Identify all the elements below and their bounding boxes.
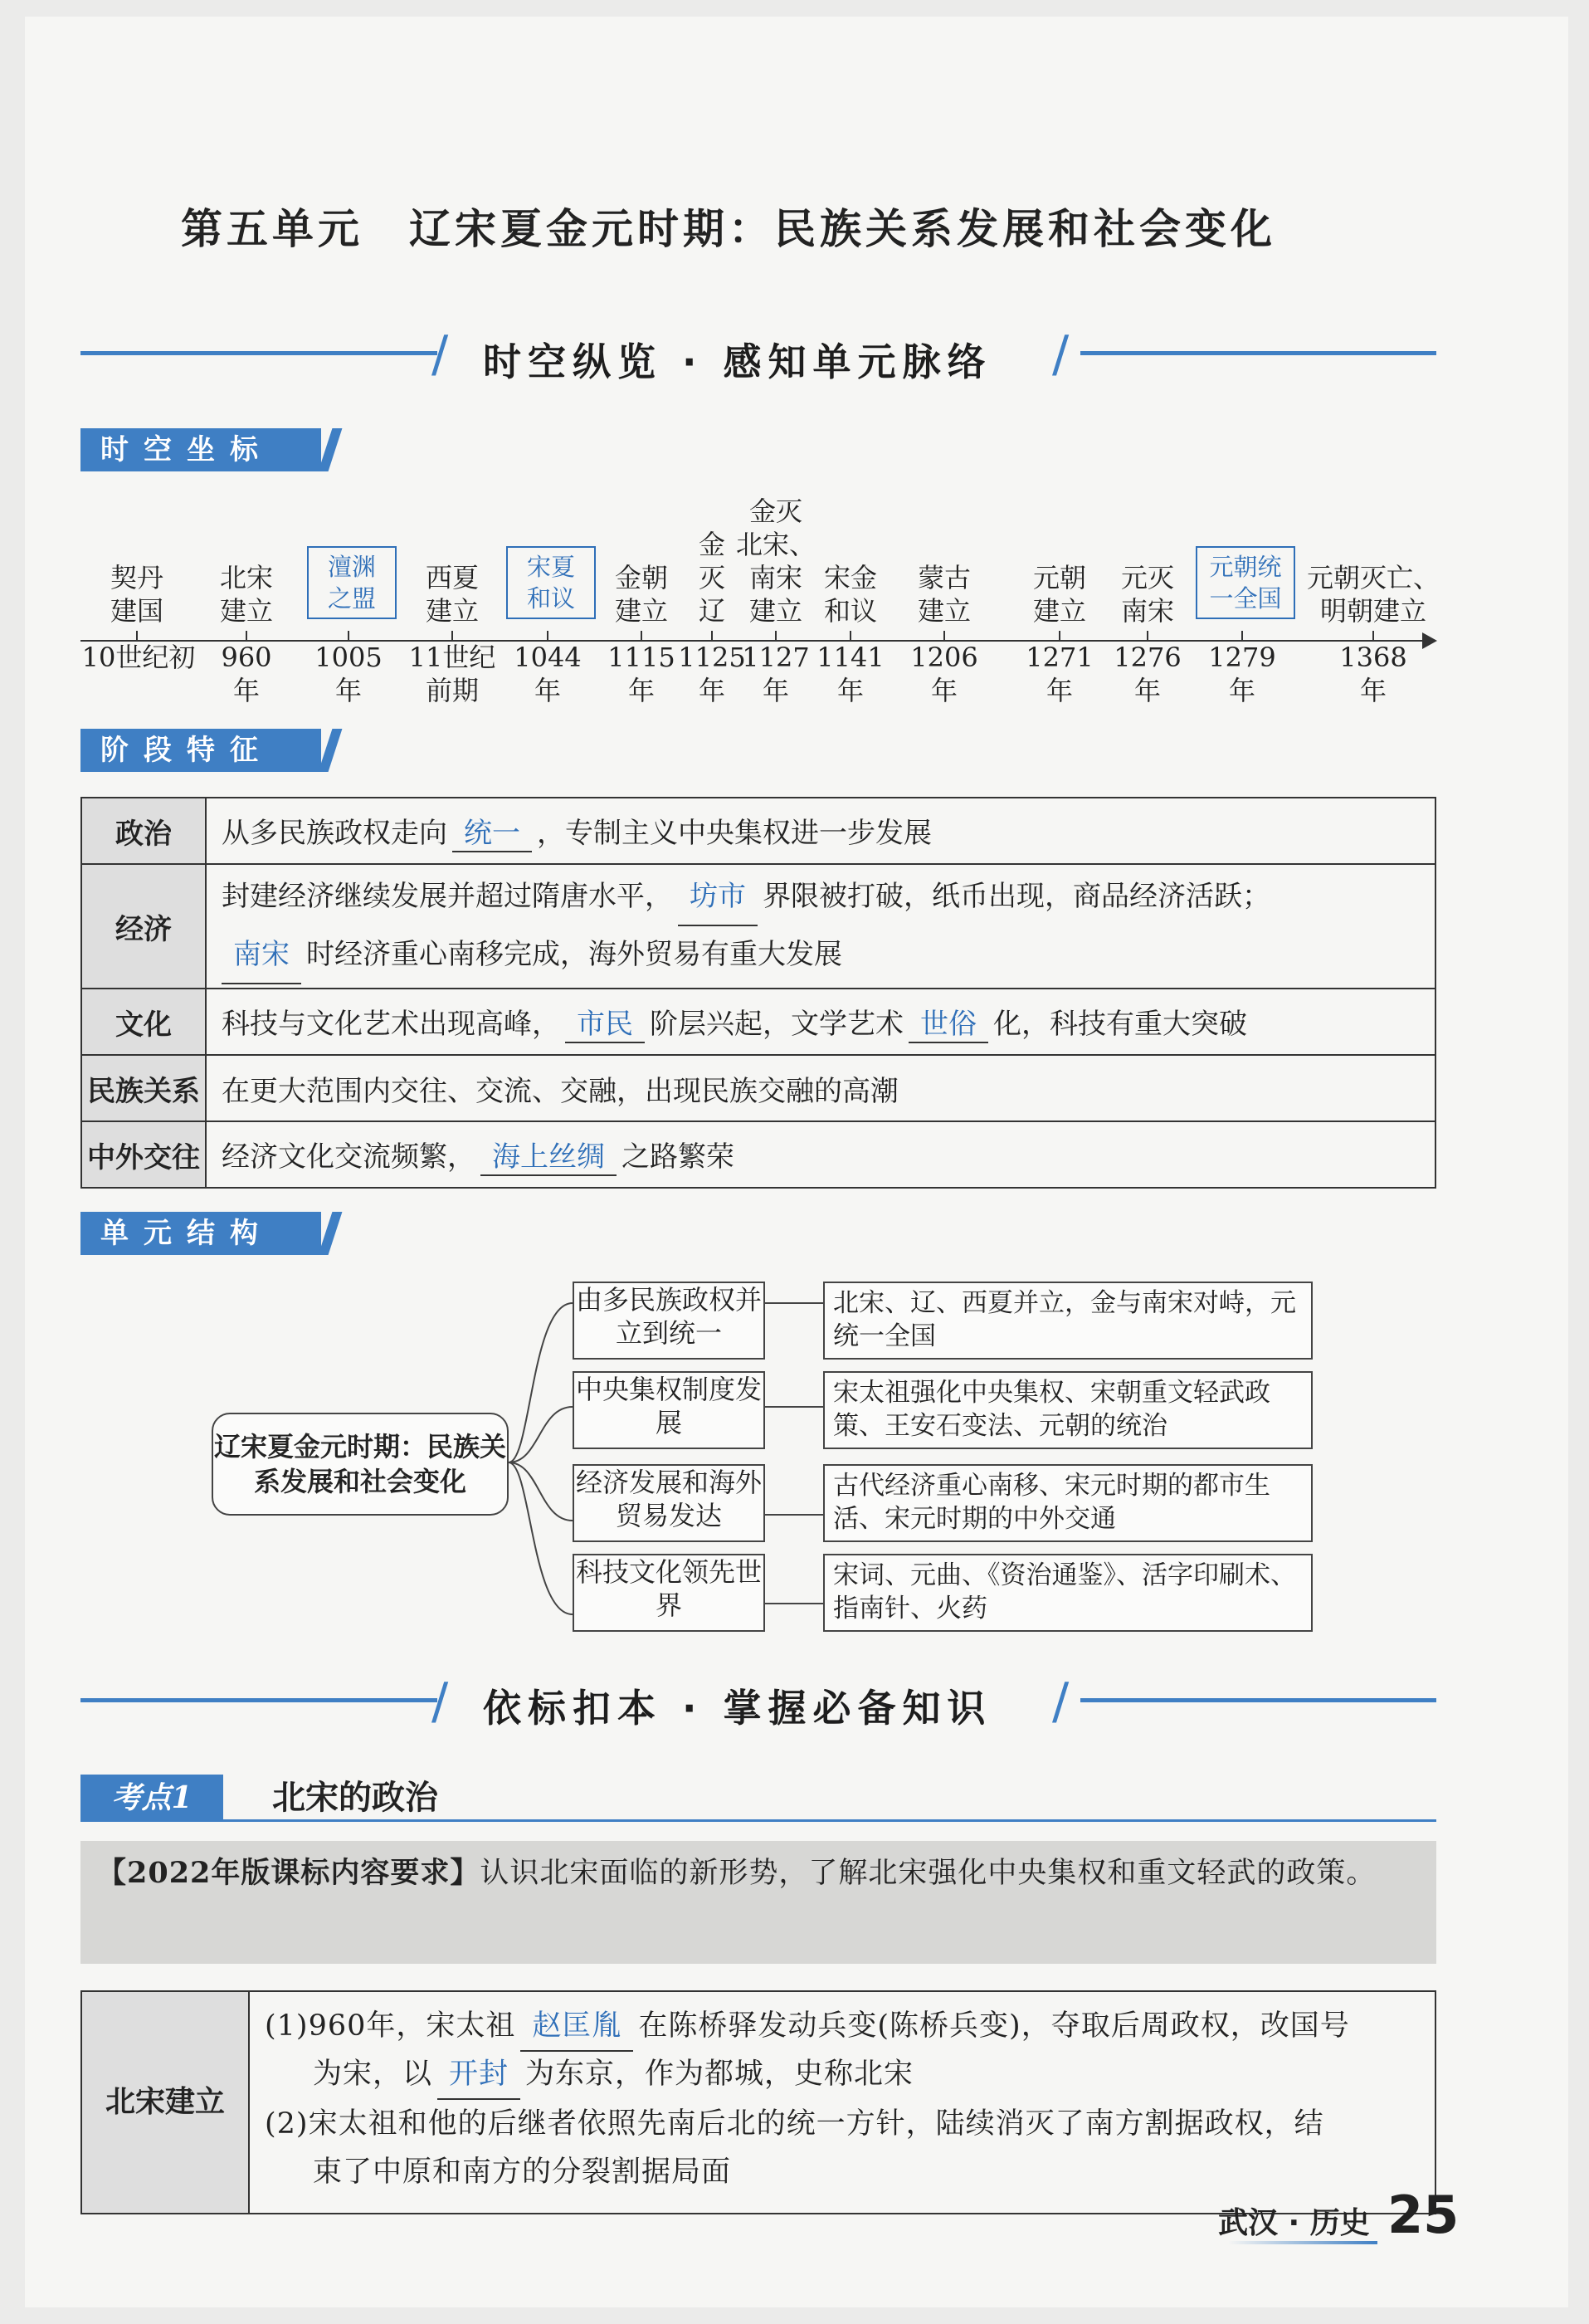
text: 封建经济继续发展并超过隋唐水平， <box>222 880 673 913</box>
row-head: 文化 <box>81 989 206 1055</box>
timeline-event-year: 1276 年 <box>1114 642 1182 706</box>
row-head: 中外交往 <box>81 1121 206 1188</box>
timeline-event-year: 1368 年 <box>1339 642 1407 706</box>
timeline-tick <box>711 631 713 641</box>
text: 经济文化交流频繁， <box>222 1140 475 1174</box>
timeline-event-label: 宋夏 和议 <box>506 546 596 619</box>
text: 化，科技有重大突破 <box>993 1007 1247 1041</box>
text: 之路繁荣 <box>621 1140 734 1174</box>
mindmap-branch: 由多民族政权并立到统一 <box>573 1282 765 1360</box>
detail-line <box>265 2002 1350 2052</box>
timeline-event-label: 澶渊 之盟 <box>307 546 397 619</box>
arrow-right-icon <box>1422 632 1437 649</box>
timeline-tick <box>451 631 453 641</box>
timeline <box>0 0 1589 747</box>
text: 在陈桥驿发动兵变(陈桥兵变)，夺取后周政权，改国号 <box>638 2009 1350 2043</box>
slash-icon: / <box>431 325 449 383</box>
text: 科技与文化艺术出现高峰， <box>222 1007 560 1041</box>
timeline-event-label: 元朝统 一全国 <box>1196 546 1295 619</box>
page-number: 25 <box>1387 2185 1460 2245</box>
timeline-event-label: 元朝灭亡、 明朝建立 <box>1306 562 1440 627</box>
timeline-event-year: 11世纪 前期 <box>408 642 496 706</box>
timeline-tick <box>136 631 138 641</box>
row-head: 政治 <box>81 798 206 864</box>
timeline-event-year: 1005 年 <box>314 642 383 706</box>
unit-title: 第五单元 辽宋夏金元时期：民族关系发展和社会变化 <box>181 205 1276 253</box>
timeline-event-label: 蒙古 建立 <box>917 562 971 627</box>
detail-line <box>313 2050 914 2100</box>
slash-icon: / <box>431 1672 449 1731</box>
table-row <box>81 1055 1435 1121</box>
table-row <box>81 864 1435 989</box>
timeline-event-label: 元灭 南宋 <box>1120 562 1174 627</box>
section-rule-right <box>1080 1698 1436 1702</box>
footer-text: 武汉 · 历史 <box>1218 2206 1370 2240</box>
timeline-event-year: 1271 年 <box>1026 642 1094 706</box>
timeline-event-year: 1044 年 <box>514 642 582 706</box>
row-head: 民族关系 <box>81 1055 206 1121</box>
row-content <box>206 798 1435 864</box>
requirement-text: 认识北宋面临的新形势，了解北宋强化中央集权和重文轻武的政策。 <box>480 1857 1377 1890</box>
timeline-event-label: 金朝 建立 <box>614 562 668 627</box>
timeline-event-year: 1127 年 <box>742 642 810 706</box>
fill-blank: 南宋 <box>222 926 301 984</box>
section1-title: 时空纵览 · 感知单元脉络 <box>483 339 992 384</box>
row-content <box>206 989 1435 1055</box>
table-row <box>81 798 1435 864</box>
mindmap-detail: 宋太祖强化中央集权、宋朝重文轻武政策、王安石变法、元朝的统治 <box>823 1371 1313 1449</box>
timeline-event-year: 1279 年 <box>1208 642 1276 706</box>
timeline-tick <box>348 631 349 641</box>
timeline-tick <box>1241 631 1243 641</box>
keypoint-rule <box>80 1819 1436 1822</box>
text: 为东京，作为都城，史称北宋 <box>525 2058 914 2091</box>
fill-blank: 市民 <box>565 1001 645 1043</box>
fill-blank: 世俗 <box>909 1001 988 1043</box>
timeline-event-label: 金 灭 辽 <box>698 529 725 627</box>
timeline-event-label: 契丹 建国 <box>110 562 163 627</box>
mindmap-detail: 宋词、元曲、《资治通鉴》、活字印刷术、指南针、火药 <box>823 1554 1313 1632</box>
text: 时经济重心南移完成，海外贸易有重大发展 <box>306 938 842 971</box>
timeline-tick <box>943 631 945 641</box>
detail-line: 束了中原和南方的分裂割据局面 <box>313 2156 732 2189</box>
keypoint-title: 北宋的政治 <box>272 1778 438 1817</box>
fill-blank: 海上丝绸 <box>480 1134 617 1176</box>
fill-blank: 开封 <box>437 2050 520 2100</box>
requirement-box <box>80 1841 1436 1964</box>
tag-structure: 单元结构 <box>80 1212 321 1255</box>
row-content: 在更大范围内交往、交流、交融，出现民族交融的高潮 <box>206 1055 1435 1121</box>
table-row <box>81 1121 1435 1188</box>
mindmap-detail: 北宋、辽、西夏并立，金与南宋对峙，元统一全国 <box>823 1282 1313 1360</box>
text: (1)960年，宋太祖 <box>265 2009 516 2043</box>
requirement-label: 【2022年版课标内容要求】 <box>97 1856 480 1890</box>
timeline-event-label: 金灭 北宋、 南宋 建立 <box>735 496 816 627</box>
timeline-tick <box>641 631 642 641</box>
timeline-tick <box>246 631 247 641</box>
footer-rule <box>1228 2241 1377 2244</box>
timeline-event-year: 1206 年 <box>910 642 978 706</box>
detail-head: 北宋建立 <box>82 1992 250 2213</box>
connector <box>509 1462 573 1614</box>
section-rule-left <box>80 1698 437 1702</box>
timeline-event-year: 1115 年 <box>607 642 675 706</box>
timeline-tick <box>850 631 851 641</box>
timeline-tick <box>1147 631 1148 641</box>
timeline-event-label: 北宋 建立 <box>219 562 273 627</box>
mindmap-branch: 经济发展和海外贸易发达 <box>573 1464 765 1542</box>
text: 为宋，以 <box>313 2058 433 2091</box>
text: ，专制主义中央集权进一步发展 <box>537 816 932 850</box>
timeline-event-label: 宋金 和议 <box>823 562 877 627</box>
fill-blank: 赵匡胤 <box>520 2002 633 2052</box>
fill-blank: 统一 <box>452 810 532 852</box>
slash-icon: / <box>1052 1672 1070 1731</box>
text: 从多民族政权走向 <box>222 816 447 850</box>
timeline-event-label: 元朝 建立 <box>1032 562 1086 627</box>
text: 阶层兴起，文学艺术 <box>650 1007 904 1041</box>
detail-line: (2)宋太祖和他的后继者依照先南后北的统一方针，陆续消灭了南方割据政权，结 <box>265 2107 1324 2141</box>
timeline-event-year: 960 年 <box>221 642 272 706</box>
row-content <box>206 864 1435 989</box>
detail-table <box>80 1990 1436 2214</box>
timeline-event-year: 1141 年 <box>816 642 885 706</box>
mindmap-branch: 科技文化领先世界 <box>573 1554 765 1632</box>
connector <box>509 1303 573 1462</box>
timeline-tick <box>775 631 777 641</box>
timeline-tick <box>547 631 548 641</box>
mindmap-branch: 中央集权制度发展 <box>573 1371 765 1449</box>
timeline-tick <box>1059 631 1060 641</box>
timeline-event-year: 1125 年 <box>678 642 746 706</box>
row-content <box>206 1121 1435 1188</box>
tag-timeline: 时空坐标 <box>80 428 321 471</box>
timeline-event-label: 西夏 建立 <box>425 562 479 627</box>
mindmap-detail: 古代经济重心南移、宋元时期的都市生活、宋元时期的中外交通 <box>823 1464 1313 1542</box>
connector <box>509 1407 573 1462</box>
features-table <box>80 797 1436 1189</box>
text: 界限被打破，纸币出现，商品经济活跃； <box>763 880 1270 913</box>
timeline-event-year: 10世纪初 <box>81 642 196 673</box>
fill-blank: 坊市 <box>678 868 758 926</box>
slash-icon: / <box>1052 325 1070 383</box>
section2-title: 依标扣本 · 掌握必备知识 <box>483 1686 992 1731</box>
tag-features: 阶段特征 <box>80 729 321 772</box>
connector <box>509 1462 573 1521</box>
timeline-tick <box>1372 631 1374 641</box>
mindmap-root: 辽宋夏金元时期：民族关系发展和社会变化 <box>212 1413 509 1516</box>
keypoint-tag: 考点1 <box>80 1775 223 1821</box>
row-head: 经济 <box>81 864 206 989</box>
table-row <box>81 989 1435 1055</box>
